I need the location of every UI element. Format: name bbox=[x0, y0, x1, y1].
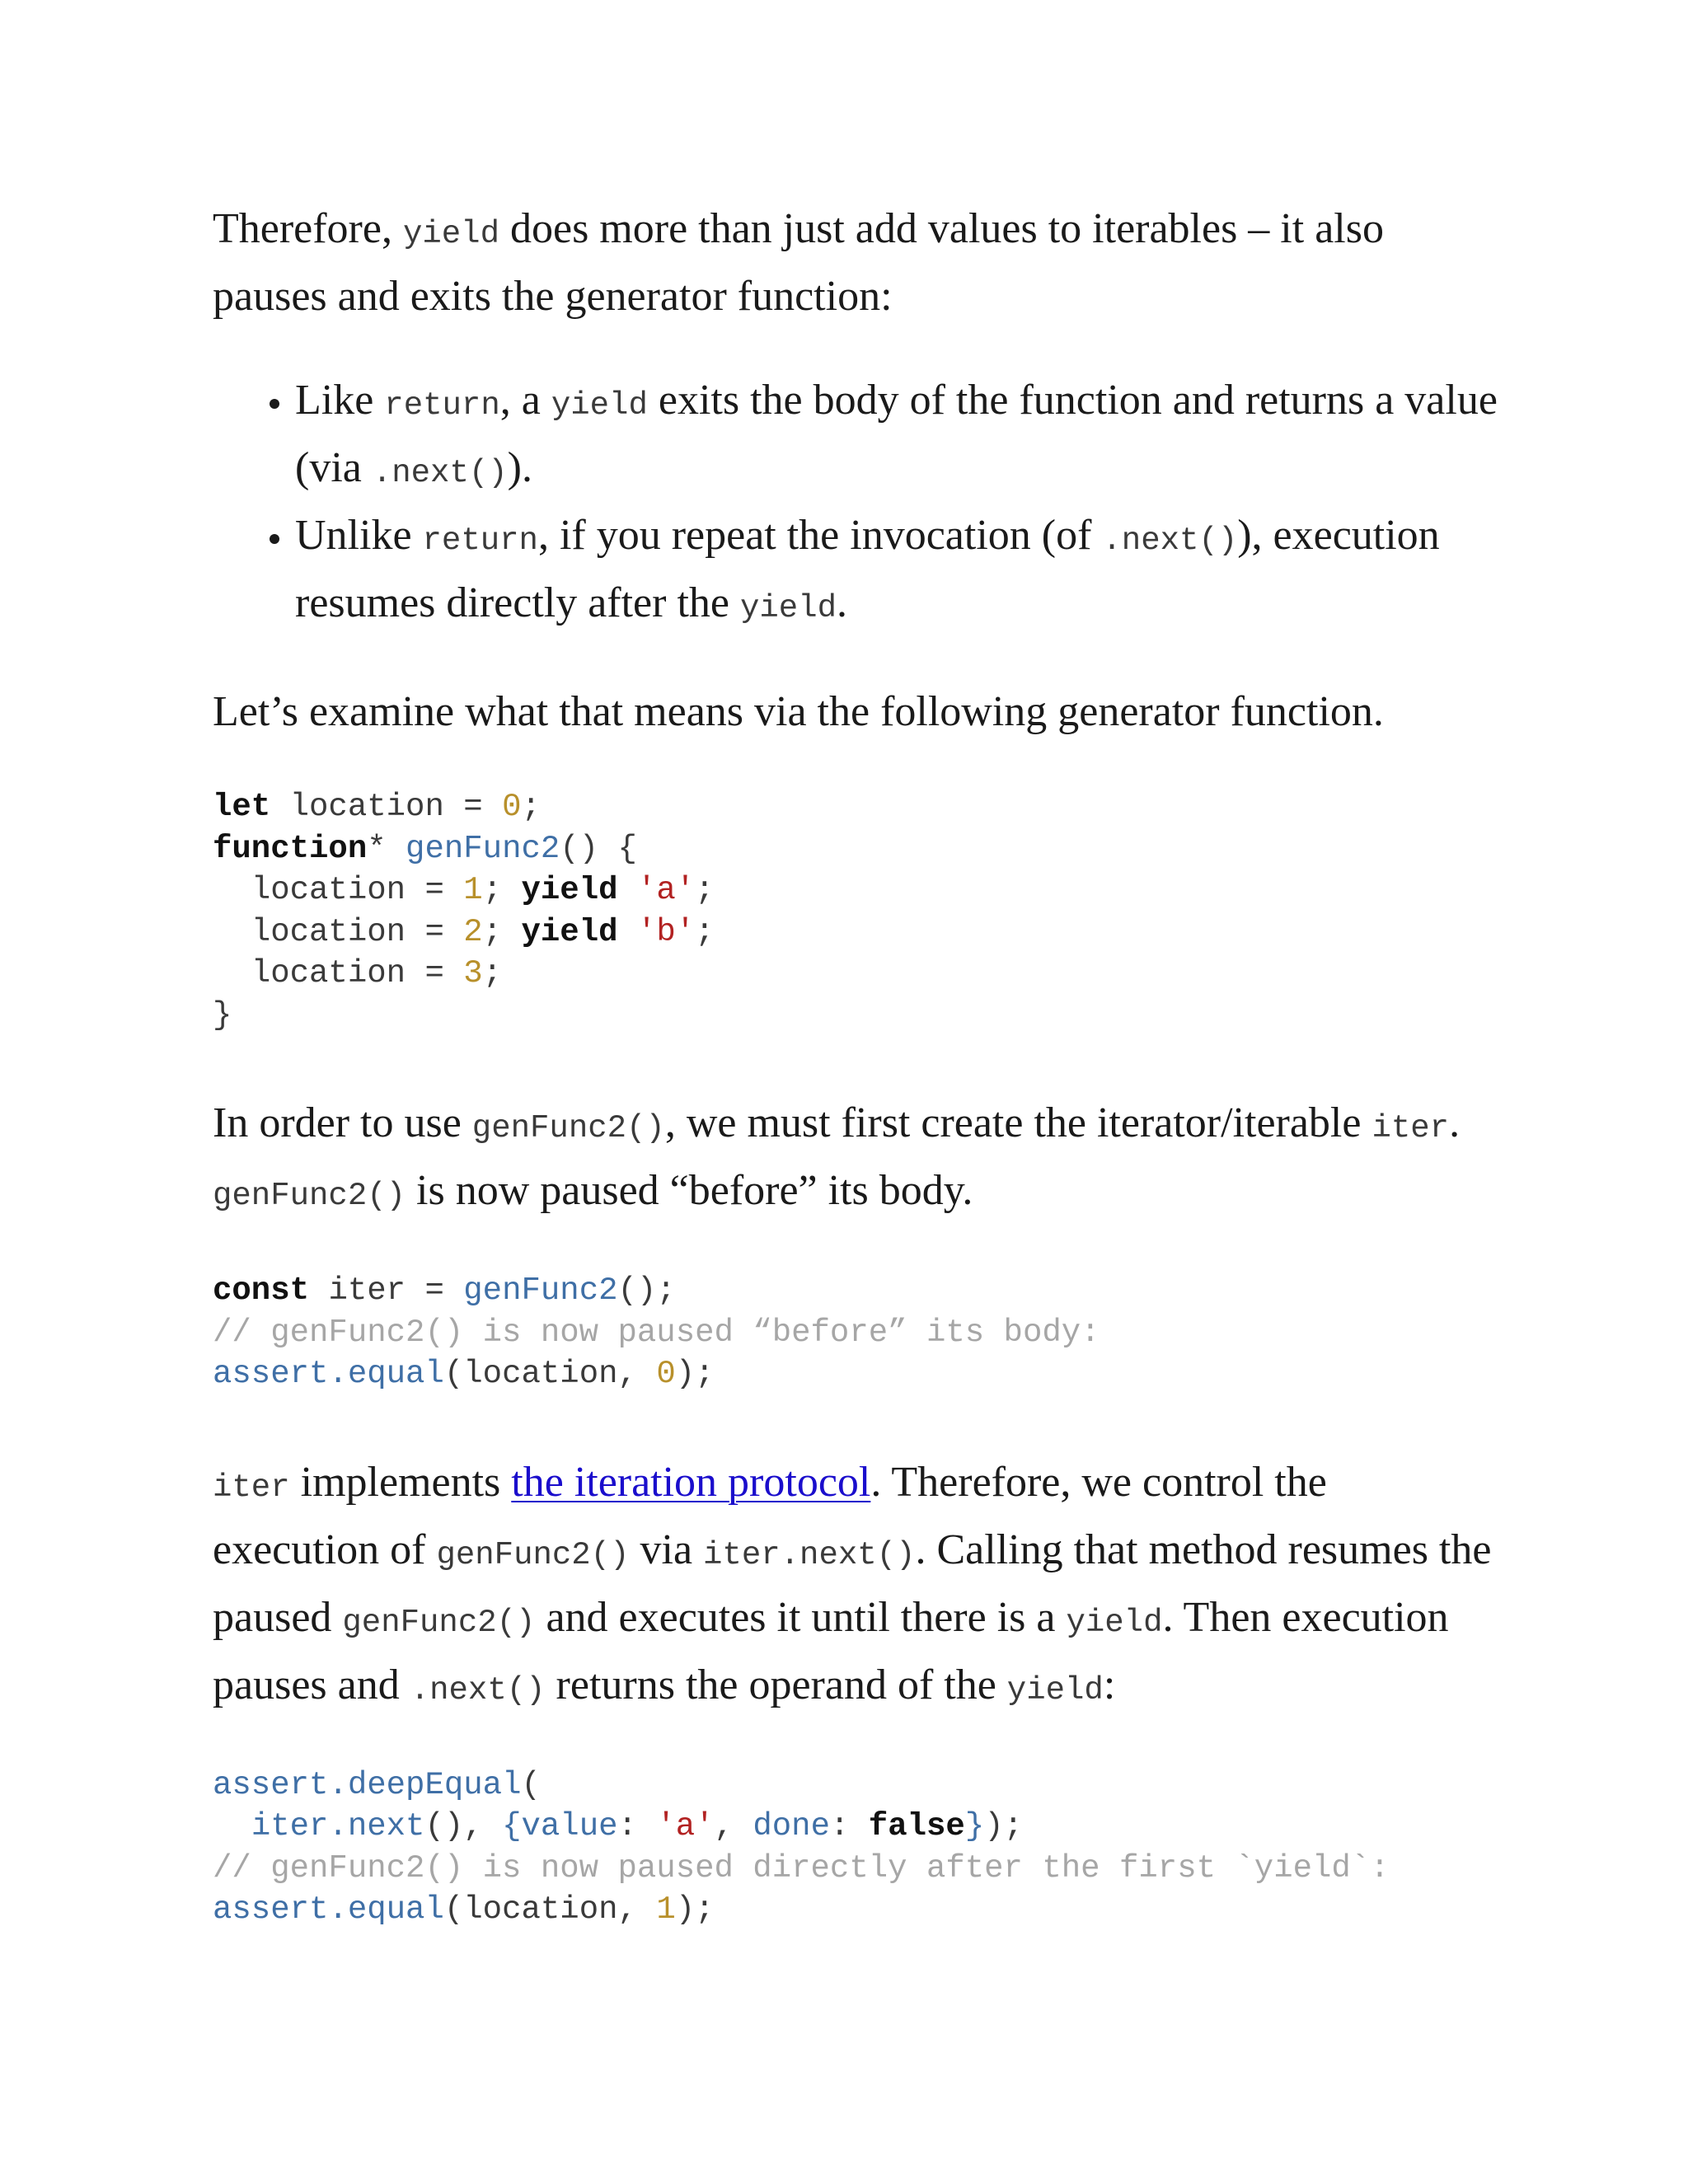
identifier: iter bbox=[328, 1272, 406, 1309]
iteration-protocol-link[interactable]: the iteration protocol bbox=[511, 1458, 871, 1506]
punct: ; bbox=[695, 913, 715, 950]
punct: ); bbox=[675, 1891, 715, 1928]
punct: ; bbox=[482, 872, 503, 908]
punct: (); bbox=[617, 1272, 676, 1309]
property-key: done bbox=[753, 1808, 830, 1844]
method-name: .deepEqual bbox=[328, 1766, 522, 1803]
punct: ); bbox=[984, 1808, 1024, 1844]
text: ), execution resumes directly after the bbox=[295, 512, 1440, 626]
text: : bbox=[1103, 1661, 1116, 1708]
function-name: genFunc2 bbox=[406, 830, 560, 867]
inline-code: iter.next() bbox=[703, 1536, 916, 1573]
identifier: location bbox=[251, 872, 406, 908]
operator: = bbox=[443, 789, 503, 825]
inline-code: genFunc2() bbox=[342, 1604, 536, 1641]
punct: } bbox=[213, 996, 232, 1033]
method-name: iter.next bbox=[251, 1808, 425, 1844]
punct: ; bbox=[482, 955, 503, 991]
property-key: value bbox=[521, 1808, 618, 1844]
identifier: assert bbox=[213, 1891, 329, 1928]
keyword: false bbox=[868, 1808, 965, 1844]
punct: : bbox=[829, 1808, 869, 1844]
text: and executes it until there is a bbox=[535, 1593, 1067, 1641]
punct: , bbox=[714, 1808, 753, 1844]
text: ). bbox=[507, 444, 532, 491]
number: 0 bbox=[502, 789, 522, 825]
text: , a bbox=[499, 377, 551, 424]
inline-code: yield bbox=[551, 387, 648, 424]
inline-code: .next() bbox=[1102, 523, 1238, 559]
text: , if you repeat the invocation (of bbox=[537, 512, 1103, 559]
punct: ; bbox=[695, 872, 715, 908]
inline-code: return bbox=[422, 523, 538, 559]
text: In order to use bbox=[213, 1099, 472, 1146]
inline-code: iter bbox=[1372, 1110, 1450, 1146]
inline-code: iter bbox=[213, 1469, 290, 1506]
punct: ( bbox=[521, 1766, 541, 1803]
bullet-list bbox=[213, 369, 1498, 640]
inline-code: genFunc2() bbox=[436, 1536, 630, 1573]
string: 'a' bbox=[636, 872, 696, 908]
punct: } bbox=[964, 1808, 985, 1844]
number: 0 bbox=[656, 1356, 676, 1392]
paragraph-yield-intro bbox=[213, 198, 1498, 328]
text: Therefore, bbox=[213, 205, 403, 252]
identifier: location bbox=[251, 955, 406, 991]
paragraph-iteration-protocol bbox=[213, 1451, 1498, 1722]
text: via bbox=[629, 1526, 704, 1573]
identifier: assert bbox=[213, 1356, 329, 1392]
operator: = bbox=[406, 913, 464, 950]
keyword: yield bbox=[521, 872, 618, 908]
string: 'a' bbox=[656, 1808, 715, 1844]
operator: = bbox=[406, 872, 464, 908]
identifier: location bbox=[251, 913, 406, 950]
identifier: assert bbox=[213, 1766, 329, 1803]
inline-code: yield bbox=[402, 216, 499, 252]
code-block-next-call bbox=[213, 1765, 1498, 1931]
code-comment: // genFunc2() is now paused directly after the first `yield`: bbox=[213, 1849, 1390, 1886]
number: 1 bbox=[656, 1891, 676, 1928]
punct: : bbox=[617, 1808, 657, 1844]
inline-code: yield bbox=[1066, 1604, 1163, 1641]
keyword: function bbox=[213, 830, 368, 867]
document-page bbox=[213, 198, 1498, 1931]
inline-code: yield bbox=[1006, 1671, 1104, 1708]
punct: ; bbox=[521, 789, 541, 825]
paragraph-create-iterator bbox=[213, 1092, 1498, 1227]
punct: (location, bbox=[443, 1356, 657, 1392]
punct: ); bbox=[675, 1356, 715, 1392]
text: Unlike bbox=[295, 512, 423, 559]
list-item bbox=[295, 369, 1498, 504]
number: 2 bbox=[463, 913, 483, 950]
inline-code: genFunc2() bbox=[471, 1110, 665, 1146]
code-block-create-iter bbox=[213, 1270, 1498, 1395]
text: . bbox=[837, 579, 848, 626]
text: is now paused “before” its body. bbox=[406, 1167, 973, 1214]
operator: = bbox=[406, 1272, 464, 1309]
list-item bbox=[295, 504, 1498, 640]
code-comment: // genFunc2() is now paused “before” its body: bbox=[213, 1314, 1100, 1351]
text: . Calling that method resumes the paused bbox=[213, 1526, 1492, 1641]
text: . Therefore, we control the execution of bbox=[213, 1458, 1327, 1573]
method-name: .equal bbox=[328, 1891, 444, 1928]
number: 3 bbox=[463, 955, 483, 991]
text: exits the body of the function and returns a value (via bbox=[295, 377, 1498, 491]
function-name: genFunc2 bbox=[463, 1272, 618, 1309]
identifier: location bbox=[289, 789, 444, 825]
text: Like bbox=[295, 377, 385, 424]
text: returns the operand of the bbox=[545, 1661, 1007, 1708]
text: implements bbox=[289, 1458, 512, 1506]
inline-code: .next() bbox=[410, 1671, 546, 1708]
inline-code: .next() bbox=[372, 455, 508, 491]
text: does more than just add values to iterables – it also pauses and exits the generator function: bbox=[213, 205, 1384, 320]
code-block-genfunc2 bbox=[213, 786, 1498, 1036]
punct: * bbox=[367, 830, 406, 867]
method-name: .equal bbox=[328, 1356, 444, 1392]
number: 1 bbox=[463, 872, 483, 908]
text: , we must first create the iterator/iterable bbox=[664, 1099, 1372, 1146]
punct: { bbox=[502, 1808, 522, 1844]
punct: (location, bbox=[443, 1891, 657, 1928]
text: . bbox=[1449, 1099, 1461, 1146]
inline-code: genFunc2() bbox=[213, 1178, 406, 1214]
punct: () { bbox=[560, 830, 637, 867]
string: 'b' bbox=[636, 913, 696, 950]
keyword: yield bbox=[521, 913, 618, 950]
operator: = bbox=[406, 955, 464, 991]
keyword: const bbox=[213, 1272, 310, 1309]
paragraph-examine: Let’s examine what that means via the following generator function. bbox=[213, 688, 1384, 735]
punct: ; bbox=[482, 913, 503, 950]
keyword: let bbox=[213, 789, 271, 825]
text: . Then execution pauses and bbox=[213, 1593, 1449, 1708]
inline-code: return bbox=[384, 387, 500, 424]
punct: (), bbox=[424, 1808, 503, 1844]
inline-code: yield bbox=[739, 590, 837, 626]
